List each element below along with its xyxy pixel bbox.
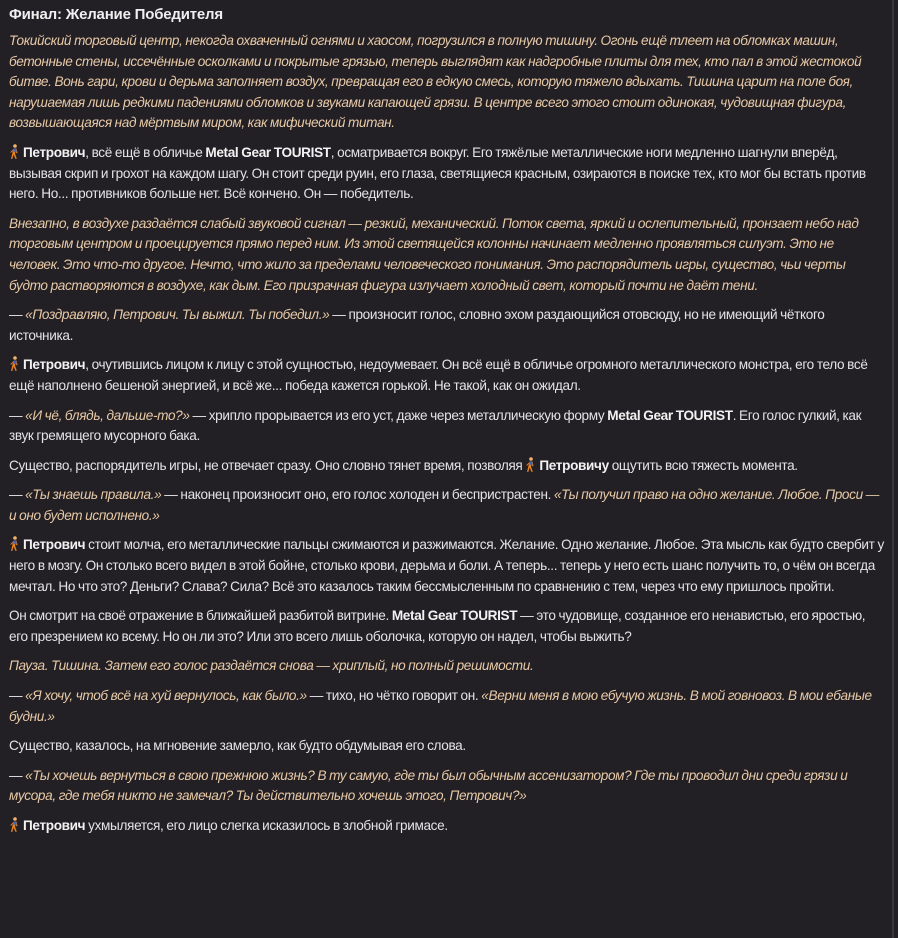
italic-text: «Верни меня в мою ебучую жизнь. В мой говновоз. В мои ебаные будни.»	[9, 688, 872, 724]
text: Он смотрит на своё отражение в ближайшей разбитой витрине.	[9, 608, 392, 624]
text: Существо, распорядитель игры, не отвечает сразу. Оно словно тянет время, позволяя	[9, 457, 526, 473]
story-body	[9, 31, 884, 837]
text: , всё ещё в обличье	[85, 144, 206, 160]
person-walking-icon	[9, 536, 20, 551]
text: ощутить всю тяжесть момента.	[608, 457, 798, 473]
story-paragraph	[9, 686, 884, 727]
italic-text: «Ты знаешь правила.»	[25, 487, 162, 503]
bold-text: Петрович	[23, 357, 86, 373]
text: — произносит голос, словно эхом раздающийся отовсюду, но не имеющий чёткого источника.	[9, 307, 825, 343]
bold-text: Петрович	[23, 818, 86, 833]
italic-text: «Ты хочешь вернуться в свою прежнюю жизнь? В ту самую, где ты был обычным ассенизатором? Где ты проводил дни среди грязи и мусора, где тебя никто не замечал? Ты действительно хочешь этого, Петрович?»	[9, 767, 848, 804]
italic-text: «Поздравляю, Петрович. Ты выжил. Ты победил.»	[25, 307, 330, 323]
story-paragraph	[9, 406, 884, 447]
story-paragraph	[9, 766, 884, 807]
bold-text: Петрович	[23, 144, 86, 160]
text: , очутившись лицом к лицу с этой сущностью, недоумевает. Он всё ещё в обличье огромного металлического монстра, его тело всё ещё наполнено бешеной энергией, и всё же... победа кажется горькой. Не такой, как он ожидал.	[9, 357, 868, 393]
story-paragraph	[9, 305, 884, 346]
person-walking-icon	[9, 144, 20, 159]
italic-text: Пауза. Тишина. Затем его голос раздаётся снова — хриплый, но полный решимости.	[9, 658, 534, 674]
bold-text: Петровичу	[539, 457, 609, 473]
bold-text: Metal Gear TOURIST	[391, 608, 518, 624]
text: — это чудовище, созданное его ненавистью, его яростью, его презрением ко всему. Но он ли это? Или это всего лишь оболочка, которую он надел, чтобы выжить?	[9, 608, 866, 644]
text: —	[9, 407, 26, 423]
text: , осматривается вокруг. Его тяжёлые металлические ноги медленно шагнули вперёд, вызывая скрип и грохот на каждом шагу. Он стоит среди руин, его глаза, светящиеся красным, озираются в поиске тех, кто мог бы встать против него. Но... противников больше нет. Всё кончено. Он — победитель.	[9, 144, 866, 202]
text: . Его голос гулкий, как звук гремящего мусорного бака.	[9, 407, 862, 444]
story-paragraph	[9, 485, 884, 526]
text: — хрипло прорывается из его уст, даже через металлическую форму	[189, 407, 608, 423]
story-paragraph	[9, 816, 884, 837]
story-paragraph	[9, 606, 884, 647]
italic-text: Внезапно, в воздухе раздаётся слабый звуковой сигнал — резкий, механический. Поток света, яркий и ослепительный, пронзает небо над торговым центром и проецируется прямо перед ним. Из этой светящейся колонны начинает медленно проявляться силуэт. Это не человек. Это что-то другое. Нечто, что жило за пределами человеческого понимания. Это распорядитель игры, существо, чьи черты будто растворяются в воздухе, как дым. Его призрачная фигура излучает холодный свет, который почти не даёт тени.	[9, 215, 859, 293]
story-paragraph	[9, 214, 884, 296]
text: Существо, казалось, на мгновение замерло, как будто обдумывая его слова.	[9, 738, 466, 754]
text: —	[9, 767, 26, 783]
story-paragraph	[9, 656, 884, 677]
italic-text: Токийский торговый центр, некогда охваченный огнями и хаосом, погрузился в полную тишину. Огонь ещё тлеет на обломках машин, бетонные стены, иссечённые осколками и покрытые грязью, теперь выглядят как надгробные плиты для тех, кто пал в этой жестокой битве. Вонь гари, крови и дерьма заполняет воздух, превращая его в едкую смесь, которую тяжело вдыхать. Тишина царит на поле боя, нарушаемая лишь редкими падениями обломков и звуками капающей грязи. В центре всего этого стоит одинокая, чудовищная фигура, возвышающаяся над мёртвым миром, как мифический титан.	[9, 33, 862, 131]
person-walking-icon	[9, 817, 20, 832]
text: стоит молча, его металлические пальцы сжимаются и разжимаются. Желание. Одно желание. Любое. Эта мысль как будто свербит у него в мозгу. Он столько всего видел в этой бойне, столько крови, дерьма и боли. А теперь... теперь у него есть шанс получить то, о чём он всегда мечтал. Но что это? Деньги? Слава? Сила? Всё это казалось таким бессмысленным по сравнению с тем, через что ему пришлось пройти.	[9, 537, 884, 594]
story-paragraph	[9, 736, 884, 757]
story-paragraph	[9, 143, 884, 205]
text: — тихо, но чётко говорит он.	[306, 688, 482, 704]
story-paragraph	[9, 355, 884, 396]
story-paragraph	[9, 535, 884, 597]
italic-text: «И чё, блядь, дальше-то?»	[25, 407, 190, 423]
person-walking-icon	[525, 457, 536, 472]
text: —	[9, 307, 26, 323]
bold-text: Metal Gear TOURIST	[205, 144, 331, 160]
story-paragraph	[9, 456, 884, 477]
bold-text: Петрович	[23, 537, 86, 553]
text: — наконец произносит оно, его голос холоден и беспристрастен.	[161, 487, 554, 503]
text: —	[9, 688, 26, 704]
page-title: Финал: Желание Победителя	[9, 6, 223, 23]
text: ухмыляется, его лицо слегка исказилось в злобной гримасе.	[85, 818, 448, 833]
bold-text: Metal Gear TOURIST	[607, 407, 733, 423]
text: —	[9, 487, 26, 503]
story-paragraph	[9, 31, 884, 134]
italic-text: «Я хочу, чтоб всё на хуй вернулось, как было.»	[25, 688, 307, 704]
italic-text: «Ты получил право на одно желание. Любое. Проси — и оно будет исполнено.»	[9, 487, 879, 523]
person-walking-icon	[9, 356, 20, 371]
